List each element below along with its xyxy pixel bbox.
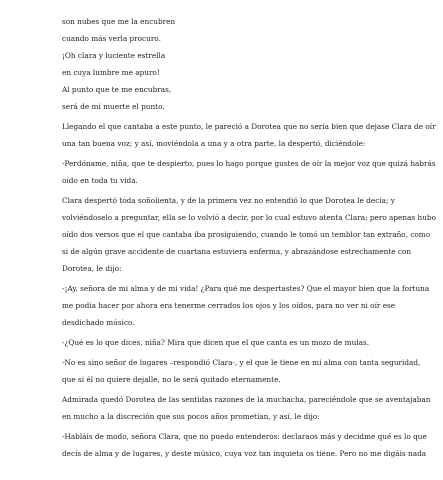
paragraph-line: volviéndoselo a preguntar, ella se lo volvió a decir, por lo cual estuvo atenta Clara; pero apenas hubo (62, 213, 436, 222)
verse-line: son nubes que me la encubren (62, 17, 176, 26)
paragraph-line: -Habláis de modo, señora Clara, que no puedo entenderos: declaraos más y decidme qué es lo que (62, 432, 427, 441)
paragraph-line: desdichado músico. (62, 318, 135, 327)
verse-line: cuando más verla procuro. (62, 34, 161, 43)
paragraph (62, 118, 436, 152)
verse-block (62, 13, 402, 115)
paragraph-line: -¿Qué es lo que dices, niña? Mira que dicen que el que canta es un mozo de mulas. (62, 338, 370, 347)
paragraph (62, 428, 427, 462)
paragraph-line: si de algún grave accidente de cuartana estuviera enferma, y abrazándose estrechamente con (62, 247, 412, 256)
paragraph-line: Clara despertó toda soñolienta, y de la primera vez no entendió lo que Dorotea le decía; y (62, 196, 395, 205)
paragraph (62, 391, 431, 425)
paragraph-line: -¡Ay, señora de mi alma y de mi vida! ¿Para qué me despertastes? Que el mayor bien que la fortuna (62, 284, 430, 293)
verse-line: en cuya lumbre me apuro! (62, 68, 160, 77)
verse-line: será de mi muerte el punto. (62, 102, 165, 111)
paragraph (62, 334, 402, 351)
paragraph (62, 192, 436, 277)
paragraph-line: una tan buena voz; y así, moviéndola a una y a otra parte, la despertó, diciéndole: (62, 139, 366, 148)
paragraph-line: decís de alma y de lugares, y deste músico, cuya voz tan inquieta os tiene. Pero no me digáis nada (62, 449, 427, 458)
paragraph-line: que si él no quiere dejalle, no le será quitado eternamente. (62, 375, 281, 384)
verse-line: ¡Oh clara y luciente estrella (62, 51, 166, 60)
paragraph-line: Dorotea, le dijo: (62, 264, 122, 273)
paragraph (62, 280, 430, 331)
paragraph-line: en mucho a la discreción que sus pocos años prometían, y así, le dijo: (62, 412, 320, 421)
paragraph-line: oído dos versos que el que cantaba iba prosiguiendo, cuando le tomó un temblor tan extraño, como (62, 230, 431, 239)
document-page (62, 13, 436, 462)
paragraph-line: -Perdóname, niña, que te despierto, pues lo hago porque gustes de oír la mejor voz que quizá habrás (62, 159, 436, 168)
paragraph (62, 354, 421, 388)
paragraph (62, 155, 436, 189)
paragraph-line: Admirada quedó Dorotea de las sentidas razones de la muchacha, pareciéndole que se aventajaban (62, 395, 431, 404)
paragraph-line: me podía hacer por ahora era tenerme cerrados los ojos y los oídos, para no ver ni oír ese (62, 301, 396, 310)
paragraph-line: oído en toda tu vida. (62, 176, 138, 185)
verse-line: Al punto que te me encubras, (62, 85, 172, 94)
paragraph-line: Llegando el que cantaba a este punto, le pareció a Dorotea que no sería bien que dejase Clara de oír (62, 122, 436, 131)
paragraph-line: -No es sino señor de lugares –respondió Clara-, y el que le tiene en mi alma con tanta seguridad, (62, 358, 421, 367)
